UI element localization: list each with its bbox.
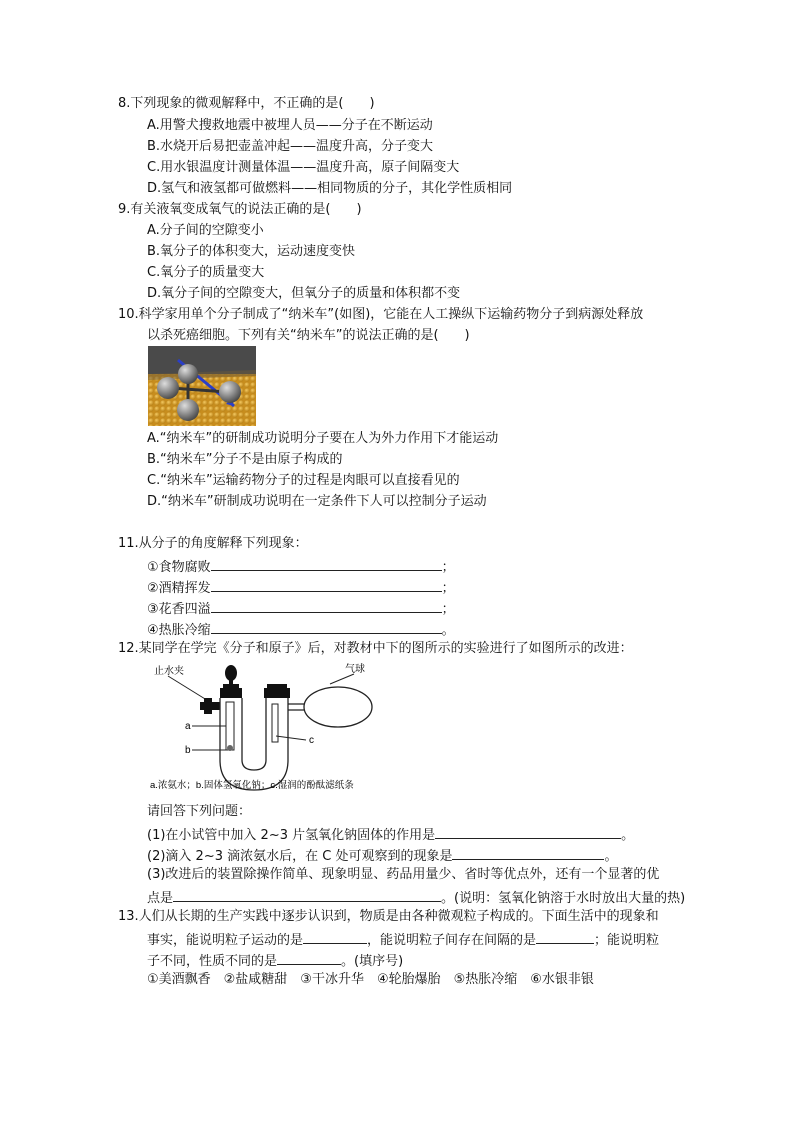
q9-option-d: D.氧分子间的空隙变大，但氧分子的质量和体积都不变 <box>147 286 461 301</box>
q10-option-a: A.“纳米车”的研制成功说明分子要在人为外力作用下才能运动 <box>147 431 499 446</box>
q8-option-d: D.氢气和液氢都可做燃料——相同物质的分子，其化学性质相同 <box>147 181 513 196</box>
label-clamp: 止水夹 <box>154 666 184 677</box>
q11-answer-blank-1[interactable] <box>211 556 442 571</box>
q13-line3 <box>147 950 403 971</box>
q11-answer-blank-4[interactable] <box>211 619 442 634</box>
q13-line2-a: 事实，能说明粒子运动的是 <box>147 933 304 948</box>
q13-choices: ①美酒飘香 ②盐咸糖甜 ③干冰升华 ④轮胎爆胎 ⑤热胀冷缩 ⑥水银非银 <box>147 972 594 987</box>
label-b: b <box>185 745 191 756</box>
q13-blank-motion[interactable] <box>303 929 367 944</box>
q11-answer-blank-2[interactable] <box>211 577 442 592</box>
figure-caption: a.浓氨水；b.固体氢氧化钠；c.湿润的酚酞滤纸条 <box>150 780 354 791</box>
q8-stem: 8.下列现象的微观解释中，不正确的是( ) <box>118 96 375 111</box>
q11-item-4 <box>147 619 455 640</box>
nano-car-image <box>148 346 256 426</box>
label-a: a <box>185 721 191 732</box>
q11-item-1-end: ； <box>441 560 455 575</box>
q10-stem-line2: 以杀死癌细胞。下列有关“纳米车”的说法正确的是( ) <box>147 328 470 343</box>
q12-sub2-blank[interactable] <box>452 845 604 860</box>
q13-blank-gap[interactable] <box>536 929 594 944</box>
q13-blank-property[interactable] <box>277 950 341 965</box>
q11-item-3-end: ； <box>441 602 455 617</box>
q10-option-c: C.“纳米车”运输药物分子的过程是肉眼可以直接看见的 <box>147 473 460 488</box>
q12-sub1-blank[interactable] <box>435 824 621 839</box>
q12-sub3-start: 点是 <box>147 891 174 906</box>
q10-option-d: D.“纳米车”研制成功说明在一定条件下人可以控制分子运动 <box>147 494 487 509</box>
q8-option-b: B.水烧开后易把壶盖冲起——温度升高，分子变大 <box>147 139 434 154</box>
q12-stem: 12.某同学在学完《分子和原子》后，对教材中下的图所示的实验进行了如图所示的改进： <box>118 641 633 656</box>
q13-line2 <box>147 929 659 950</box>
q12-sub2-end: 。 <box>604 849 618 864</box>
q10-stem-line1: 10.科学家用单个分子制成了“纳米车”(如图)，它能在人工操纵下运输药物分子到病源处释放 <box>118 307 644 322</box>
q11-stem: 11.从分子的角度解释下列现象： <box>118 536 308 551</box>
q12-sub1-end: 。 <box>621 828 635 843</box>
q11-answer-blank-3[interactable] <box>211 598 442 613</box>
q12-sub3-line1: (3)改进后的装置除操作简单、现象明显、药品用量少、省时等优点外，还有一个显著的优 <box>147 867 660 882</box>
q10-option-b: B.“纳米车”分子不是由原子构成的 <box>147 452 343 467</box>
q9-option-a: A.分子间的空隙变小 <box>147 223 264 238</box>
q13-line3-a: 子不同，性质不同的是 <box>147 954 278 969</box>
apparatus-diagram <box>148 660 398 795</box>
q12-sub1 <box>147 824 634 845</box>
q12-sub2 <box>147 845 617 866</box>
q13-line1: 13.人们从长期的生产实践中逐步认识到，物质是由各种微观粒子构成的。下面生活中的现象和 <box>118 909 659 924</box>
q11-item-2 <box>147 577 455 598</box>
label-balloon: 气球 <box>345 664 365 675</box>
label-c: c <box>309 735 314 746</box>
q11-item-1 <box>147 556 455 577</box>
q12-sub3-line2 <box>147 887 685 908</box>
q11-item-2-label: ②酒精挥发 <box>147 581 211 596</box>
q12-sub3-blank[interactable] <box>173 887 441 902</box>
q12-sub2-text: (2)滴入 2~3 滴浓氨水后，在 C 处可观察到的现象是 <box>147 849 453 864</box>
q9-option-c: C.氧分子的质量变大 <box>147 265 265 280</box>
q13-line2-b: ，能说明粒子间存在间隔的是 <box>367 933 537 948</box>
q12-sub3-end: 。(说明：氢氧化钠溶于水时放出大量的热) <box>441 891 686 906</box>
q9-option-b: B.氧分子的体积变大，运动速度变快 <box>147 244 356 259</box>
q8-option-c: C.用水银温度计测量体温——温度升高，原子间隔变大 <box>147 160 460 175</box>
q11-item-3-label: ③花香四溢 <box>147 602 211 617</box>
q11-item-4-label: ④热胀冷缩 <box>147 623 211 638</box>
q11-item-4-end: 。 <box>441 623 455 638</box>
q13-line2-c: ；能说明粒 <box>594 933 660 948</box>
q11-item-3 <box>147 598 455 619</box>
q12-sub1-text: (1)在小试管中加入 2~3 片氢氧化钠固体的作用是 <box>147 828 436 843</box>
q11-item-1-label: ①食物腐败 <box>147 560 211 575</box>
q13-line3-b: 。(填序号) <box>341 954 404 969</box>
q11-item-2-end: ； <box>441 581 455 596</box>
q8-option-a: A.用警犬搜救地震中被埋人员——分子在不断运动 <box>147 118 433 133</box>
q12-prompt: 请回答下列问题： <box>147 804 252 819</box>
q9-stem: 9.有关液氧变成氧气的说法正确的是( ) <box>118 202 362 217</box>
